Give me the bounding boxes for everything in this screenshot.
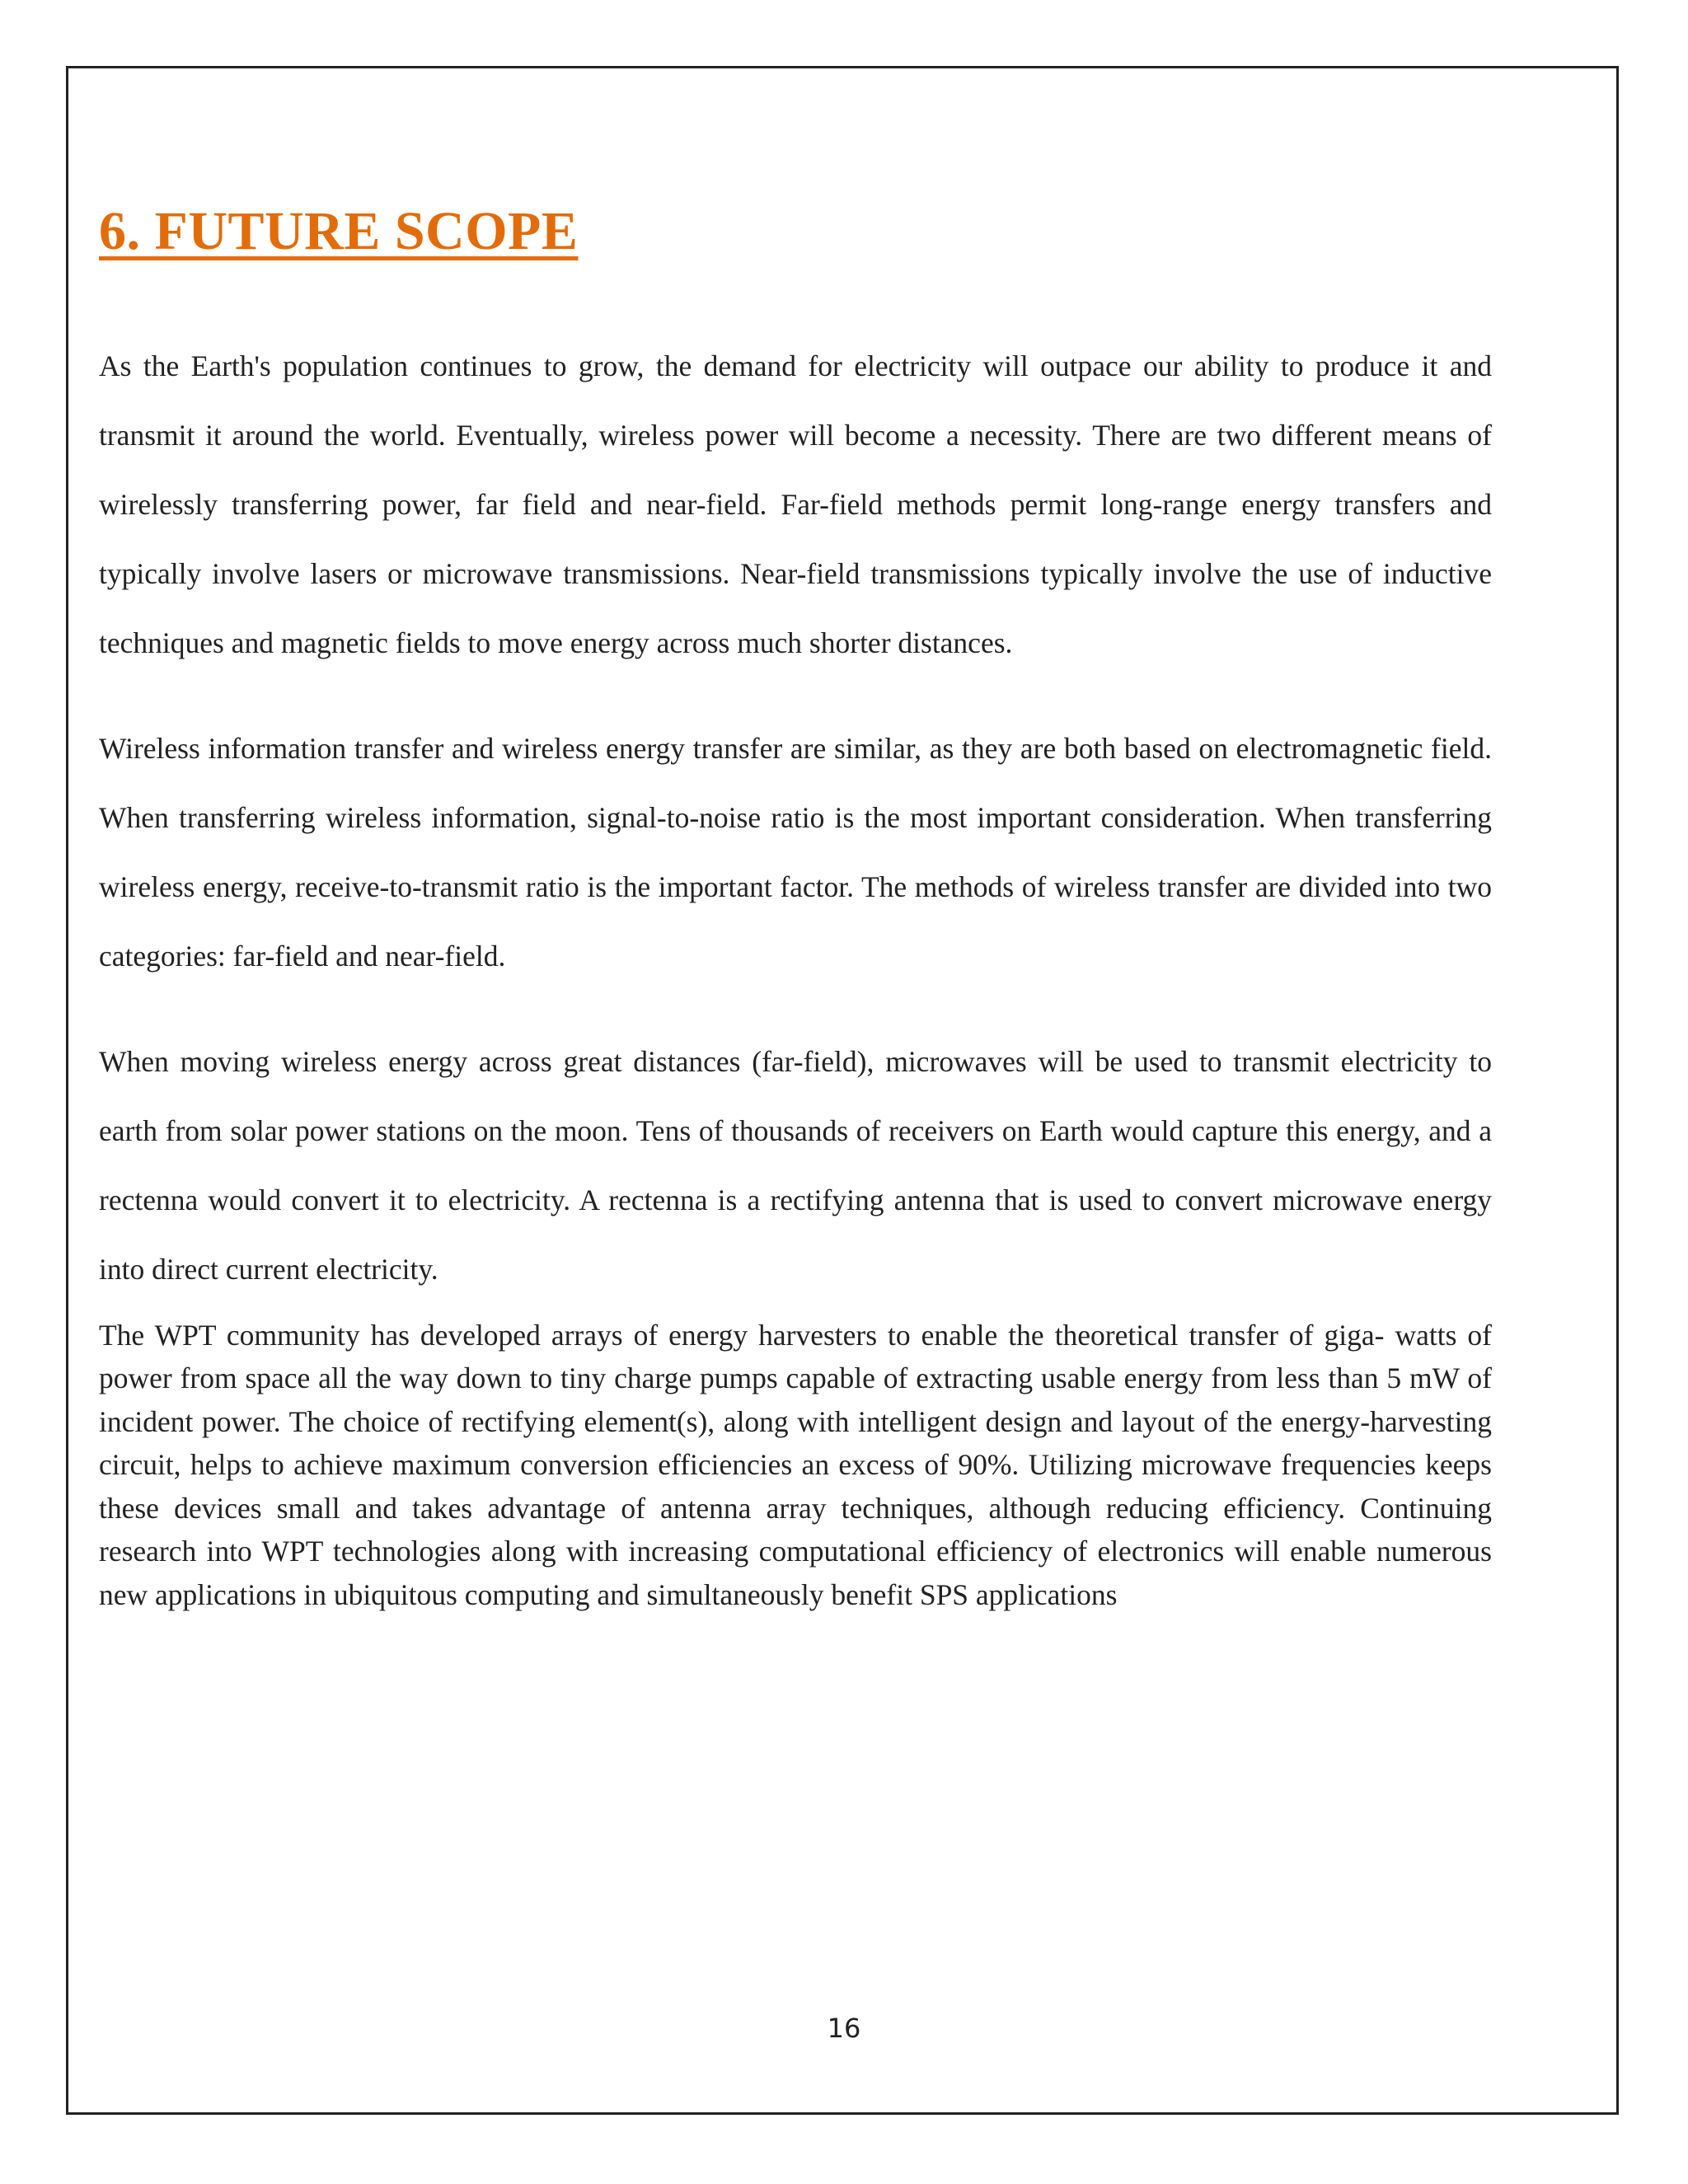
paragraph-far-field: When moving wireless energy across great distances (far-field), microwaves will be used to transmit electricity to earth from solar power stations on the moon. Tens of thousands of receivers on Earth would capture this energy, and a rectenna would convert it to electricity. A rectenna is a rectifying antenna that is used to convert microwave energy into direct current electricity. bbox=[99, 1044, 1492, 1286]
paragraph-intro: As the Earth's population continues to grow, the demand for electricity will outpace our ability to produce it and transmit it around the world. Eventually, wireless power will become a necessity. There are two different means of wirelessly transferring power, far field and near-field. Far-field methods permit long-range energy transfers and typically involve lasers or microwave transmissions. Near-field transmissions typically involve the use of inductive techniques and magnetic fields to move energy across much shorter distances. bbox=[99, 349, 1492, 659]
section-heading: 6. FUTURE SCOPE bbox=[99, 201, 579, 261]
paragraph-spacer bbox=[99, 1304, 1492, 1314]
paragraph-wpt-community: The WPT community has developed arrays of energy harvesters to enable the theoretical transfer of giga- watts of power from space all the way down to tiny charge pumps capable of extracting usable energy from less than 5 mW of incident power. The choice of rectifying element(s), along with intelligent design and layout of the energy-harvesting circuit, helps to achieve maximum conversion efficiencies an excess of 90%. Utilizing microwave frequencies keeps these devices small and takes advantage of antenna array techniques, although reducing efficiency. Continuing research into WPT technologies along with increasing computational efficiency of electronics will enable numerous new applications in ubiquitous computing and simultaneously benefit SPS applications bbox=[99, 1318, 1492, 1611]
page-content bbox=[99, 202, 1492, 1616]
paragraph-information-vs-energy: Wireless information transfer and wireless energy transfer are similar, as they are both based on electromagnetic field. When transferring wireless information, signal-to-noise ratio is the most important consideration. When transferring wireless energy, receive-to-transmit ratio is the important factor. The methods of wireless transfer are divided into two categories: far-field and near-field. bbox=[99, 731, 1492, 972]
paragraph-spacer bbox=[99, 991, 1492, 1027]
paragraph-spacer bbox=[99, 677, 1492, 714]
page-number: 16 bbox=[827, 2013, 861, 2044]
